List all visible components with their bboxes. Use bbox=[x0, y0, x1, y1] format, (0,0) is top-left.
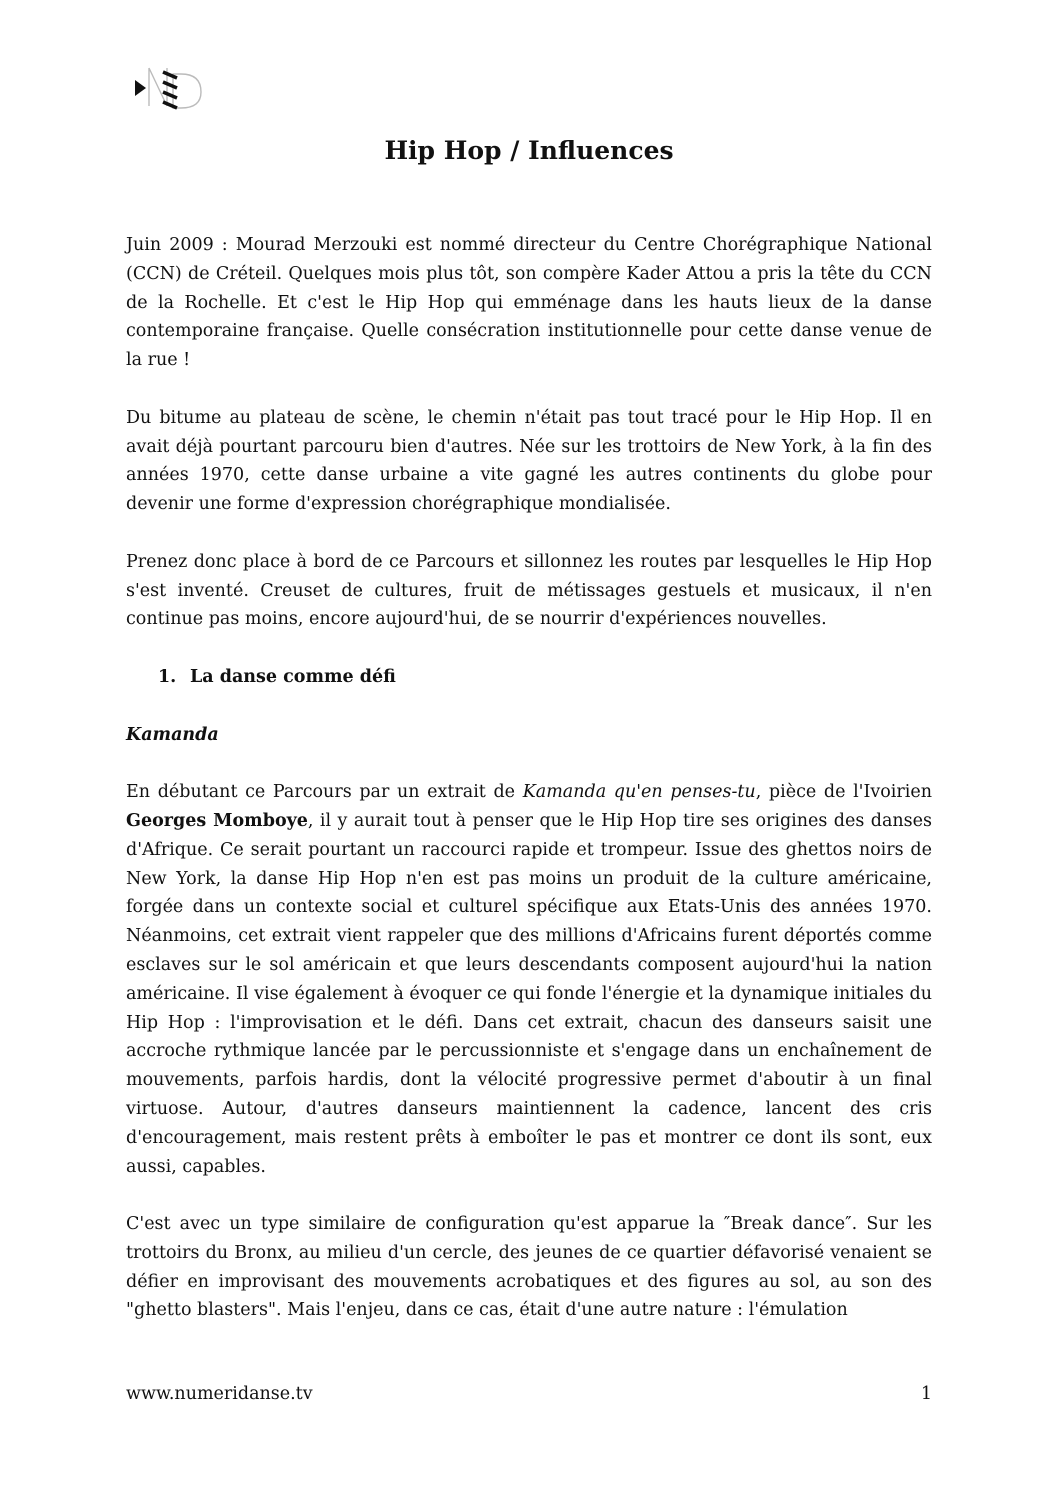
paragraph-break-dance: C'est avec un type similaire de configuration qu'est apparue la ″Break dance″. Sur les trottoirs du Bronx, au milieu d'un cercle, des jeunes de ce quartier défavorisé venaient se défier en improvisant des mouvements acrobatiques et des figures au sol, au son des "ghetto blasters". Mais l'enjeu, dans ce cas, était d'une autre nature : l'émulation bbox=[126, 1214, 932, 1321]
text-run: En débutant ce Parcours par un extrait de bbox=[126, 782, 523, 803]
paragraph-kamanda bbox=[126, 778, 932, 1181]
document-body bbox=[126, 231, 932, 1325]
text-run: , il y aurait tout à penser que le Hip Hop tire ses origines des danses d'Afrique. Ce serait pourtant un raccourci rapide et trompeur. Issue des ghettos noirs de New York, la danse Hip Hop n'en est pas moins un produit de la culture américaine, forgée dans un contexte social et culturel spécifique aux Etats-Unis des années 1970. Néanmoins, cet extrait vient rappeler que des millions d'Africains furent déportés comme esclaves sur le sol américain et que leurs descendants composent aujourd'hui la nation américaine. Il vise également à évoquer ce qui fonde l'énergie et la dynamique initiales du Hip Hop : l'improvisation et le défi. Dans cet extrait, chacun des danseurs saisit une accroche rythmique lancée par le percussionniste et s'engage dans un enchaînement de mouvements, parfois hardis, dont la vélocité progressive permet d'aboutir à un final virtuose. Autour, d'autres danseurs maintiennent la cadence, lancent des cris d'encouragement, mais restent prêts à emboîter le pas et montrer ce dont ils sont, eux aussi, capables. bbox=[126, 810, 932, 1177]
work-title: Kamanda qu'en penses-tu bbox=[522, 782, 756, 803]
paragraph-parcours: Prenez donc place à bord de ce Parcours et sillonnez les routes par lesquelles le Hip Hop s'est inventé. Creuset de cultures, fruit de métissages gestuels et musicaux, il n'en continue pas moins, encore aujourd'hui, de se nourrir d'expériences nouvelles. bbox=[126, 551, 932, 630]
page-number: 1 bbox=[920, 1384, 932, 1404]
text-run: , pièce de l'Ivoirien bbox=[755, 782, 932, 803]
numeridanse-logo-icon bbox=[133, 66, 205, 110]
paragraph-intro: Juin 2009 : Mourad Merzouki est nommé directeur du Centre Chorégraphique National (CCN) de Créteil. Quelques mois plus tôt, son compère Kader Attou a pris la tête du CCN de la Rochelle. Et c'est le Hip Hop qui emménage dans les hauts lieux de la danse contemporaine française. Quelle consécration institutionnelle pour cette danse venue de la rue ! bbox=[126, 235, 932, 371]
footer-url: www.numeridanse.tv bbox=[126, 1384, 313, 1404]
section-heading-1 bbox=[158, 663, 932, 692]
section-number: 1. bbox=[158, 666, 177, 687]
section-title: La danse comme défi bbox=[190, 666, 396, 687]
person-name: Georges Momboye bbox=[126, 810, 308, 831]
subheading-kamanda: Kamanda bbox=[126, 724, 219, 745]
paragraph-bitume: Du bitume au plateau de scène, le chemin n'était pas tout tracé pour le Hip Hop. Il en avait déjà pourtant parcouru bien d'autres. Née sur les trottoirs de New York, à la fin des années 1970, cette danse urbaine a vite gagné les autres continents du globe pour devenir une forme d'expression chorégraphique mondialisée. bbox=[126, 407, 932, 515]
page-title: Hip Hop / Influences bbox=[384, 136, 674, 165]
